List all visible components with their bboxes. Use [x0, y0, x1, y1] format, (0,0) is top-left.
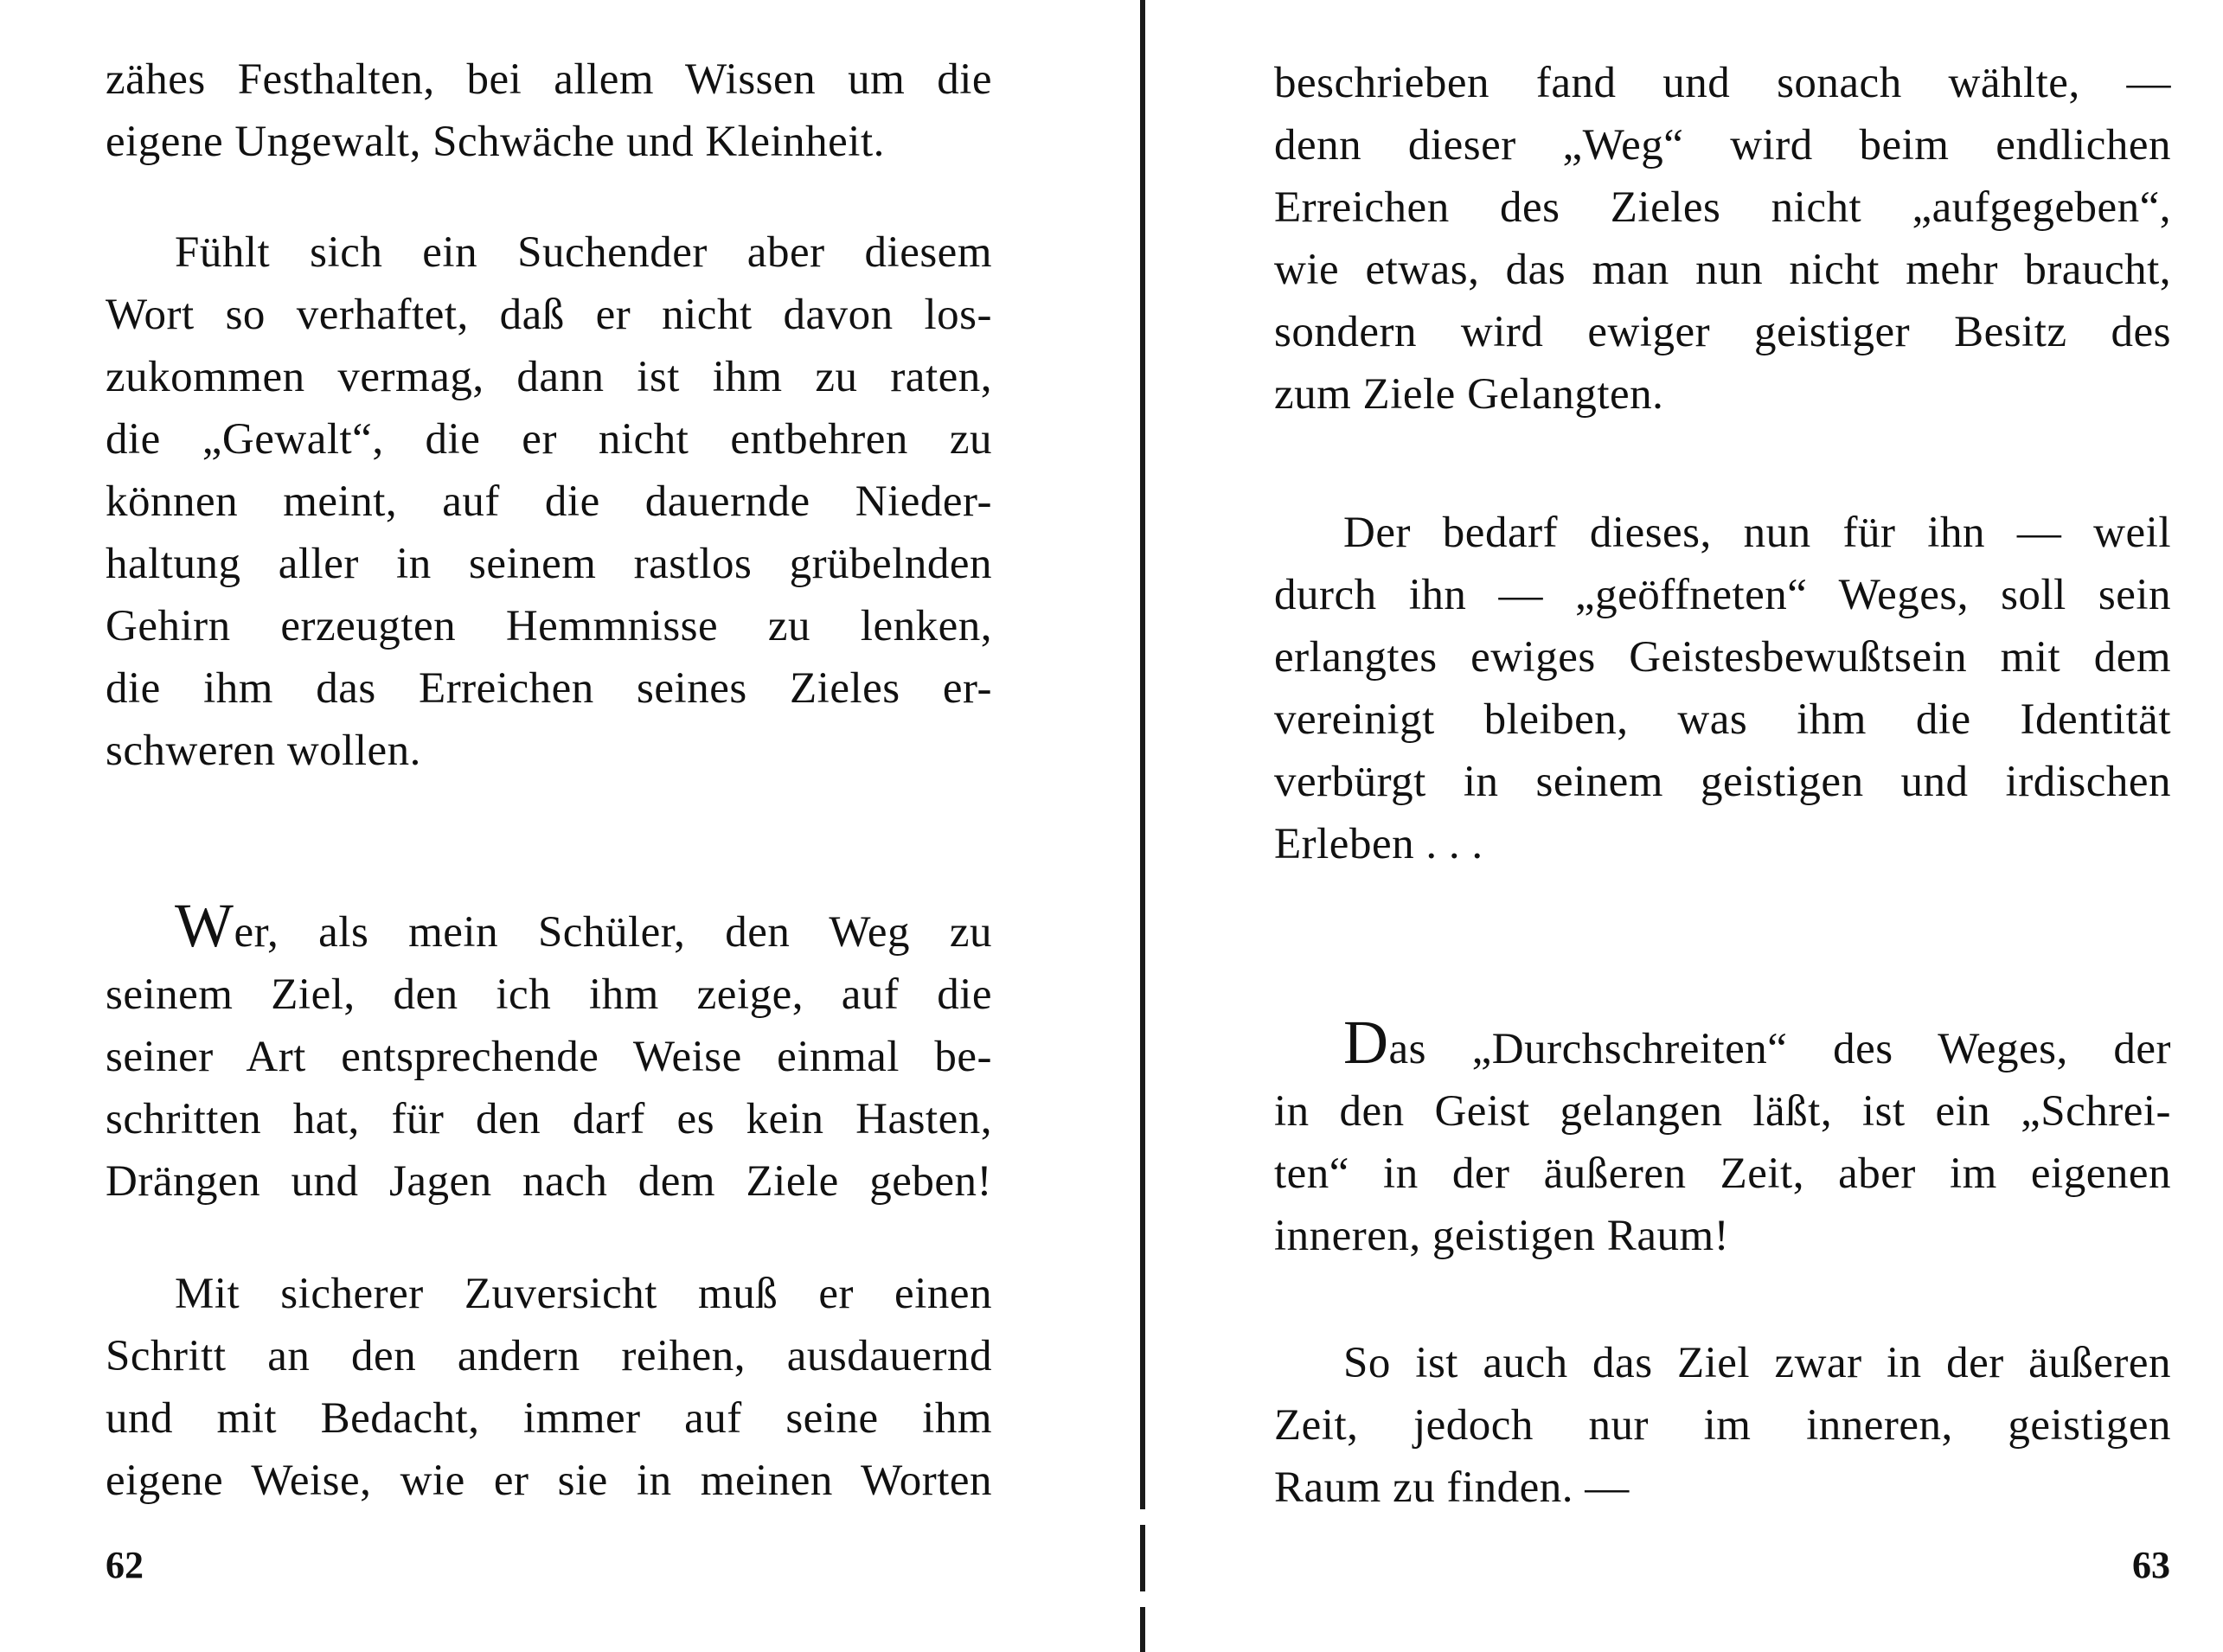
text-line: seinem Ziel, den ich ihm zeige, auf die [106, 970, 992, 1019]
paragraph [106, 891, 992, 1213]
text-line: seiner Art entsprechende Weise einmal be- [106, 1033, 992, 1081]
text-line: inneren, geistigen Raum! [1274, 1212, 1730, 1260]
text-line: können meint, auf die dauernde Nieder- [106, 477, 992, 526]
text-line: Fühlt sich ein Suchender aber diesem [175, 228, 992, 277]
book-gutter [1140, 0, 1145, 1652]
page-number: 63 [2132, 1544, 2170, 1586]
drop-cap: W [175, 891, 234, 960]
paragraph [106, 1263, 992, 1512]
page-number: 62 [106, 1544, 144, 1586]
text-line: So ist auch das Ziel zwar in der äußeren [1343, 1339, 2171, 1387]
text-line: Wort so verhaftet, daß er nicht davon los- [106, 291, 992, 339]
text-line: Schritt an den andern reihen, ausdauernd [106, 1332, 992, 1380]
text-line: eigene Weise, wie er sie in meinen Worten [106, 1457, 992, 1505]
text-line: eigene Ungewalt, Schwäche und Kleinheit. [106, 118, 885, 166]
text-line: denn dieser „Weg“ wird beim endlichen [1274, 121, 2171, 170]
text-line: ten“ in der äußeren Zeit, aber im eigenen [1274, 1149, 2171, 1198]
text-line-rest: er, als mein Schüler, den Weg zu [234, 908, 992, 957]
text-line: vereinigt bleiben, was ihm die Identität [1274, 695, 2171, 744]
text-line: wie etwas, das man nun nicht mehr braucht, [1274, 246, 2171, 294]
text-line: Der bedarf dieses, nun für ihn — weil [1343, 509, 2171, 557]
text-line: verbürgt in seinem geistigen und irdischen [1274, 758, 2171, 806]
text-line: Zeit, jedoch nur im inneren, geistigen [1274, 1401, 2171, 1450]
right-page [1150, 0, 2223, 1652]
paragraph [1274, 1008, 2171, 1267]
drop-cap: D [1343, 1008, 1389, 1077]
text-line: Gehirn erzeugten Hemmnisse zu lenken, [106, 602, 992, 650]
text-line: die ihm das Erreichen seines Zieles er- [106, 664, 992, 713]
text-line [106, 891, 992, 964]
text-line: schweren wollen. [106, 727, 421, 775]
gutter-gap [1140, 1591, 1145, 1607]
text-line: Drängen und Jagen nach dem Ziele geben! [106, 1157, 992, 1206]
text-line: Raum zu finden. — [1274, 1463, 1630, 1512]
gutter-gap [1140, 1509, 1145, 1525]
text-line: sondern wird ewiger geistiger Besitz des [1274, 308, 2171, 356]
text-line: haltung aller in seinem rastlos grübelnden [106, 540, 992, 588]
paragraph [106, 221, 992, 782]
paragraph [1274, 52, 2171, 426]
text-line: Mit sicherer Zuversicht muß er einen [175, 1270, 992, 1318]
text-line: zukommen vermag, dann ist ihm zu raten, [106, 353, 992, 401]
text-line: zum Ziele Gelangten. [1274, 370, 1664, 419]
text-line: erlangtes ewiges Geistesbewußtsein mit dem [1274, 633, 2171, 682]
text-line: in den Geist gelangen läßt, ist ein „Schrei- [1274, 1087, 2171, 1136]
paragraph [1274, 1332, 2171, 1519]
text-line: beschrieben fand und sonach wählte, — [1274, 59, 2171, 107]
paragraph [106, 48, 992, 173]
text-line: zähes Festhalten, bei allem Wissen um die [106, 55, 992, 104]
text-line: die „Gewalt“, die er nicht entbehren zu [106, 415, 992, 464]
text-line: schritten hat, für den darf es kein Hasten, [106, 1095, 992, 1143]
text-line [1274, 1008, 2171, 1080]
text-line-rest: as „Durchschreiten“ des Weges, der [1388, 1025, 2171, 1073]
paragraph [1274, 502, 2171, 875]
text-line: Erleben . . . [1274, 820, 1483, 868]
text-line: durch ihn — „geöffneten“ Weges, soll sein [1274, 571, 2171, 619]
text-line: und mit Bedacht, immer auf seine ihm [106, 1394, 992, 1443]
text-line: Erreichen des Zieles nicht „aufgegeben“, [1274, 183, 2171, 232]
